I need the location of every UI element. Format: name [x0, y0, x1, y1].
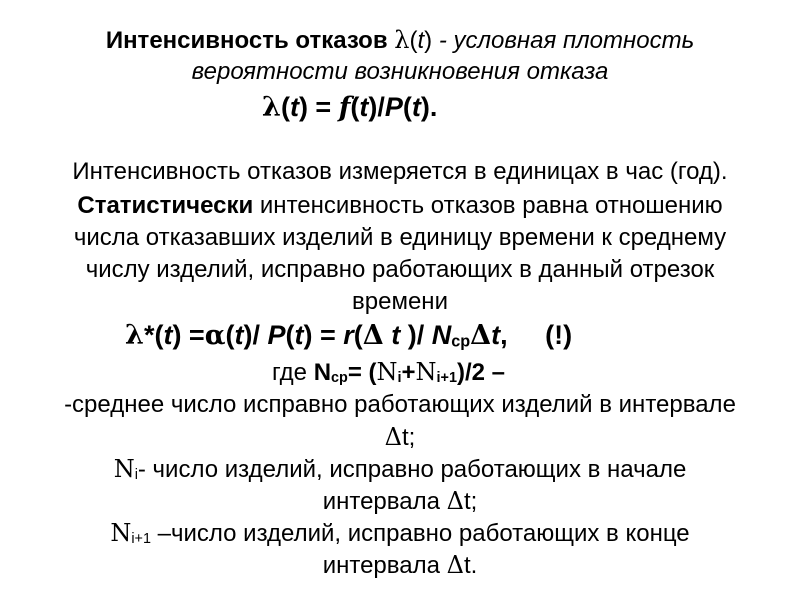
formula-part: ( [225, 320, 235, 350]
var-Ni: N [113, 455, 135, 483]
var-t: t [294, 320, 304, 350]
avg-desc-line-2 [0, 425, 800, 450]
ni1-desc-text: –число изделий, исправно работающих в конце [150, 520, 690, 547]
stat-bold: Статистически [77, 192, 254, 219]
alpha-symbol: α [204, 320, 226, 351]
var-t: t; [463, 488, 478, 515]
interval-text: интервала [322, 552, 447, 579]
ni1-desc-line-1 [0, 521, 800, 547]
var-t: t [383, 320, 408, 350]
var-Ni: N [376, 358, 398, 386]
lambda-symbol: λ [394, 26, 410, 54]
where-line [272, 360, 505, 386]
lambda-symbol: λ [262, 92, 281, 123]
formula-part: ) = [298, 92, 339, 122]
formula-part: ( [402, 92, 412, 122]
var-t: t [289, 92, 299, 122]
formula-lambda [262, 94, 437, 121]
formula-part: , [500, 320, 508, 350]
lambda-symbol: λ [125, 320, 144, 351]
subscript-cp: ср [451, 332, 471, 351]
stat-text: интенсивность отказов равна отношению [253, 192, 723, 219]
stat-line-2: числа отказавших изделий в единицу времени к среднему [73, 224, 727, 251]
ni-desc-line-2 [0, 489, 800, 514]
subscript-i: i [397, 370, 402, 387]
var-t: t [491, 320, 501, 350]
paren: ( [409, 27, 418, 54]
paren: ) [424, 27, 433, 54]
exclamation-mark: (!) [545, 320, 573, 350]
formula-part: ) = [303, 320, 344, 350]
subscript-i1: i+1 [436, 370, 457, 387]
formula-part: )/ [407, 320, 432, 350]
formula-part: ( [280, 92, 290, 122]
formula-lambda-star [125, 322, 572, 350]
var-Ni1: N [415, 358, 437, 386]
term-title: Интенсивность отказов [105, 27, 388, 54]
subscript-cp: ср [331, 370, 348, 387]
formula-part: + [401, 359, 416, 386]
subscript-i1: i+1 [131, 531, 151, 548]
formula-part: ( [353, 320, 363, 350]
delta-symbol: Δ [362, 320, 384, 351]
ni-desc-text: - число изделий, исправно работающих в начале [137, 456, 687, 483]
var-f: f [338, 92, 351, 123]
stat-line-4: времени [352, 288, 448, 315]
units-text: Интенсивность отказов измеряется в единицах в час (год). [72, 158, 728, 185]
subscript-i: i [134, 467, 138, 484]
formula-part: ) = [172, 320, 205, 350]
delta-symbol: Δ [470, 320, 492, 351]
definition-text-2: вероятности возникновения отказа [191, 58, 609, 85]
delta-symbol: Δ [446, 487, 464, 515]
formula-part: = ( [347, 359, 377, 386]
formula-part: )/ [368, 92, 385, 122]
var-t: t [411, 92, 421, 122]
definition-text: - условная плотность [432, 27, 695, 54]
formula-part: *( [143, 320, 164, 350]
var-t: t [417, 27, 425, 54]
definition-line-2 [0, 60, 800, 84]
var-P: P [384, 92, 403, 122]
var-N: N [431, 320, 452, 350]
formula-part: ( [285, 320, 295, 350]
var-r: r [343, 320, 354, 350]
stat-line-1 [0, 194, 800, 218]
delta-symbol: Δ [384, 423, 402, 451]
var-P: P [267, 320, 286, 350]
var-t: t [163, 320, 173, 350]
definition-line-1 [0, 28, 800, 53]
var-t: t; [402, 424, 416, 451]
where-prefix: где [272, 359, 314, 386]
var-t: t [234, 320, 244, 350]
var-Ni1: N [110, 519, 132, 547]
var-t: t [359, 92, 369, 122]
formula-part: )/ [243, 320, 268, 350]
stat-line-3: числу изделий, исправно работающих в данный отрезок [85, 256, 715, 283]
ni-desc-line-1 [0, 457, 800, 483]
var-N: N [313, 359, 332, 386]
avg-desc-line-1: -среднее число исправно работающих изделий в интервале [64, 391, 736, 418]
formula-part: )/2 – [456, 359, 505, 386]
formula-part: ). [420, 92, 438, 122]
var-t: t. [463, 552, 478, 579]
delta-symbol: Δ [446, 551, 464, 579]
ni1-desc-line-2 [0, 553, 800, 578]
interval-text: интервала [322, 488, 447, 515]
formula-part: ( [350, 92, 360, 122]
